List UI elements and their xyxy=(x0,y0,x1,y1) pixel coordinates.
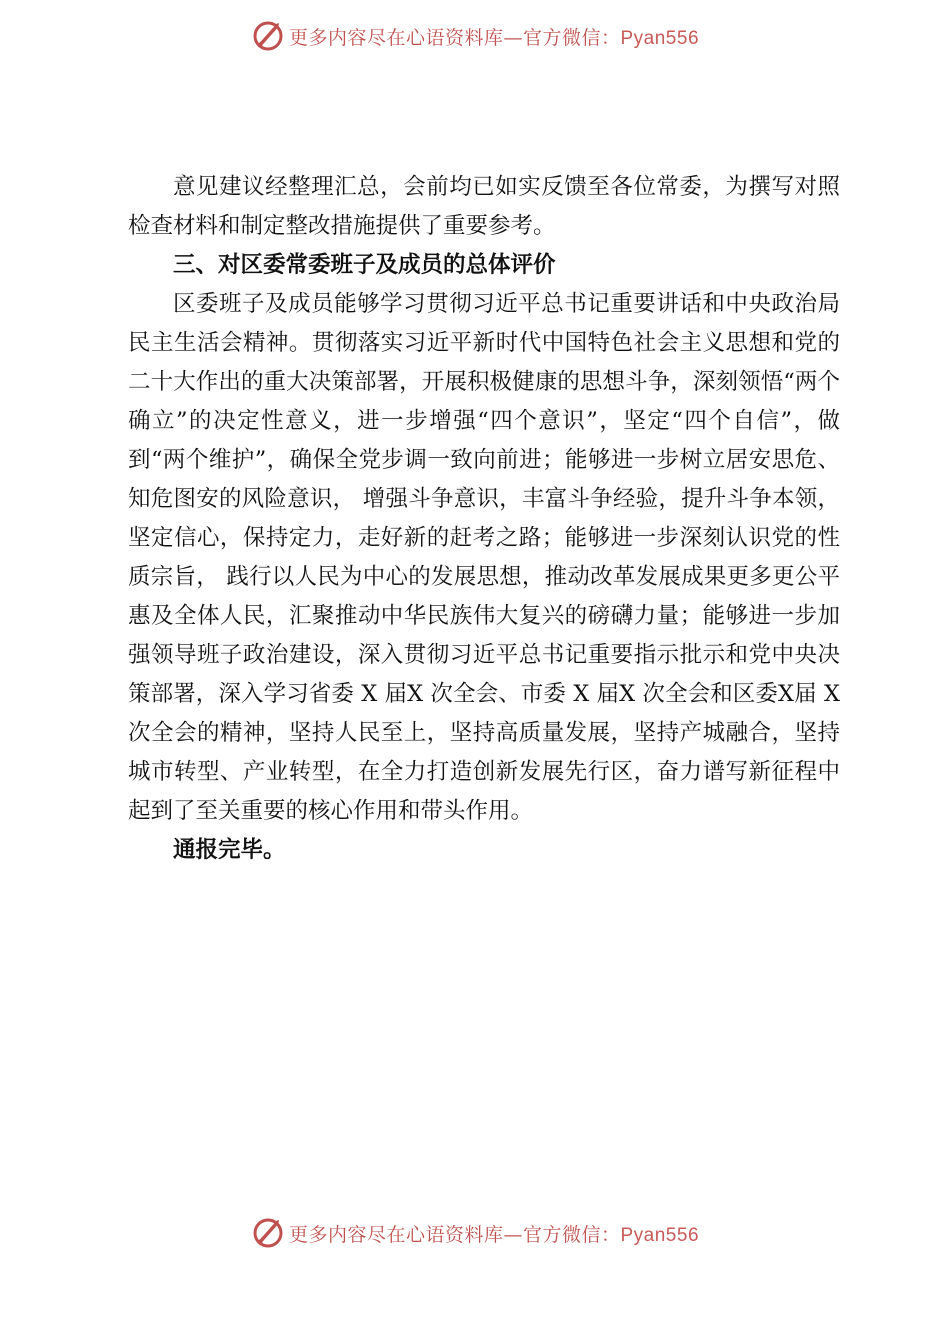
banner-wechat-handle: Pyan556 xyxy=(620,1224,700,1246)
pen-circle-logo-icon xyxy=(251,19,285,53)
pen-circle-logo-icon xyxy=(251,1216,285,1250)
header-watermark-banner xyxy=(0,16,950,56)
paragraph-feedback: 意见建议经整理汇总，会前均已如实反馈至各位常委，为撰写对照检查材料和制定整改措施提供了重要参考。 xyxy=(128,174,840,239)
banner-text: 更多内容尽在心语资料库—官方微信：Pyan556 xyxy=(288,26,700,49)
closing-line: 通报完毕。 xyxy=(173,837,286,863)
banner-wechat-handle: Pyan556 xyxy=(620,27,700,49)
footer-watermark-banner xyxy=(0,1213,950,1253)
banner-text: 更多内容尽在心语资料库—官方微信：Pyan556 xyxy=(288,1223,700,1246)
document-body xyxy=(128,168,840,870)
paragraph-evaluation: 区委班子及成员能够学习贯彻习近平总书记重要讲话和中央政治局民主生活会精神。贯彻落实习近平新时代中国特色社会主义思想和党的二十大作出的重大决策部署，开展积极健康的思想斗争，深刻领悟“两个确立”的决定性意义，进一步增强“四个意识”，坚定“四个自信”，做到“两个维护”，确保全党步调一致向前进；能够进一步树立居安思危、知危图安的风险意识， 增强斗争意识，丰富斗争经验，提升斗争本领，坚定信心，保持定力，走好新的赶考之路；能够进一步深刻认识党的性质宗旨， 践行以人民为中心的发展思想，推动改革发展成果更多更公平惠及全体人民，汇聚推动中华民族伟大复兴的磅礴力量；能够进一步加强领导班子政治建设，深入贯彻习近平总书记重要指示批示和党中央决策部署，深入学习省委 X 届X 次全会、市委 X 届X 次全会和区委X届 X 次全会的精神，坚持人民至上，坚持高质量发展，坚持产城融合，坚持城市转型、产业转型，在全力打造创新发展先行区，奋力谱写新征程中起到了至关重要的核心作用和带头作用。 xyxy=(128,291,840,824)
section-heading: 三、对区委常委班子及成员的总体评价 xyxy=(173,252,556,278)
